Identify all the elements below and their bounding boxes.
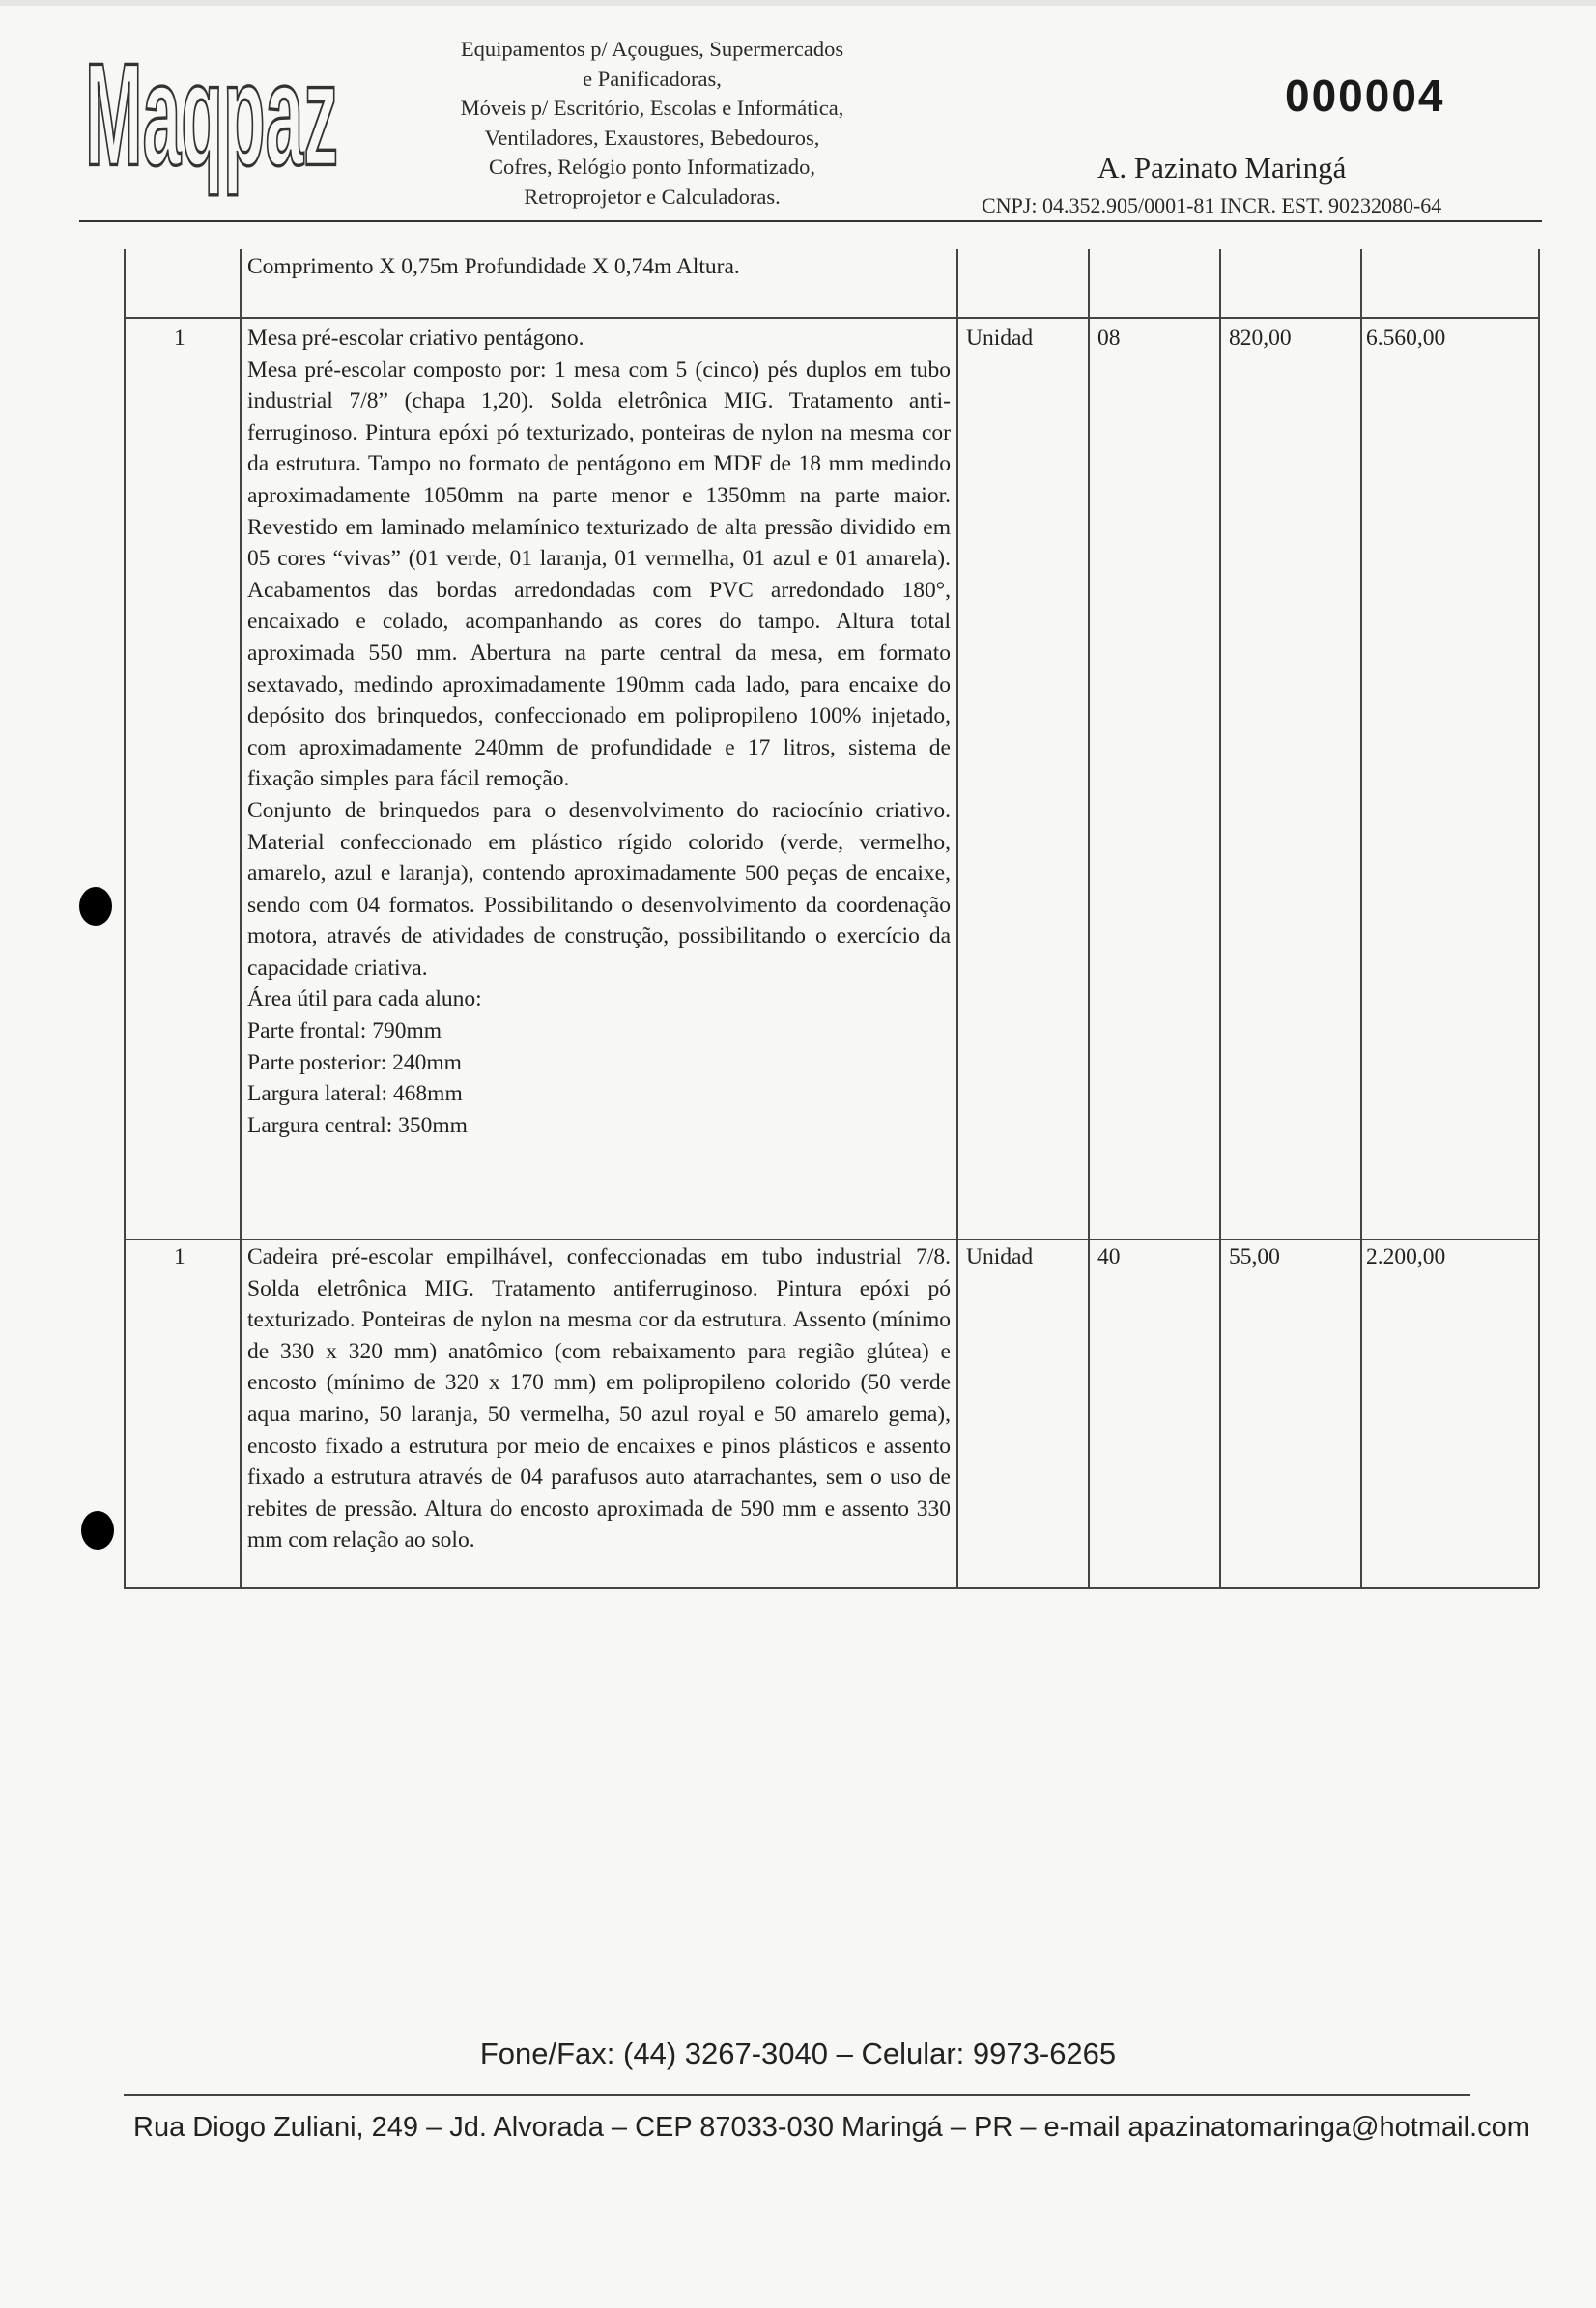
company-line: Equipamentos p/ Açougues, Supermercados	[460, 37, 844, 61]
row-qty: 1	[174, 326, 185, 351]
table-border-left	[124, 249, 126, 1588]
description-paragraph: Mesa pré-escolar criativo pentágono.	[247, 326, 584, 351]
description-paragraph: Área útil para cada aluno:	[247, 986, 482, 1012]
firm-registration: CNPJ: 04.352.905/0001-81 INCR. EST. 90232080-64	[982, 193, 1442, 217]
company-line: Retroprojetor e Calculadoras.	[524, 184, 781, 209]
table-border-bottom	[124, 1587, 1539, 1589]
row-amount: 40	[1097, 1244, 1121, 1269]
logo-text: Maqpaz	[85, 34, 338, 197]
column-divider	[1088, 249, 1090, 1588]
company-line: Cofres, Relógio ponto Informatizado,	[488, 155, 816, 179]
column-divider	[1360, 249, 1362, 1588]
header-divider	[79, 220, 1542, 222]
row-unit-price: 55,00	[1229, 1244, 1280, 1269]
row-unit: Unidad	[966, 1244, 1034, 1269]
column-divider	[240, 249, 242, 1588]
row-description	[247, 1241, 951, 1556]
footer-address: Rua Diogo Zuliani, 249 – Jd. Alvorada – CEP 87033-030 Maringá – PR – e-mail apazinatomaringa@hotmail.com	[133, 2112, 1530, 2143]
footer-phone: Fone/Fax: (44) 3267-3040 – Celular: 9973-6265	[479, 2037, 1117, 2070]
scan-edge	[0, 0, 1596, 6]
company-line: Móveis p/ Escritório, Escolas e Informática,	[460, 96, 844, 120]
column-divider	[1219, 249, 1221, 1588]
row-description	[247, 323, 951, 1141]
description-paragraph: Largura lateral: 468mm	[247, 1081, 463, 1107]
company-description	[425, 35, 879, 212]
document-number: 000004	[1285, 71, 1445, 121]
company-line: Ventiladores, Exaustores, Bebedouros,	[484, 125, 820, 150]
table-border-right	[1538, 249, 1540, 1588]
row-divider	[124, 317, 1539, 319]
description-paragraph: Largura central: 350mm	[247, 1112, 468, 1138]
punch-hole	[81, 1511, 114, 1550]
footer-divider	[124, 2094, 1470, 2096]
description-paragraph: Cadeira pré-escolar empilhável, confeccionadas em tubo industrial 7/8. Solda eletrônica MIG. Tratamento antiferruginoso. Pintura epóxi pó texturizado. Ponteiras de nylon na mesma cor da estrutura. Assento (mínimo de 330 x 320 mm) anatômico (com rebaixamento para região glútea) e encosto (mínimo de 320 x 170 mm) em polipropileno colorido (50 verde aqua marino, 50 laranja, 50 vermelha, 50 azul royal e 50 amarelo gema), encosto fixado a estrutura por meio de encaixes e pinos plásticos e assento fixado a estrutura através de 04 parafusos auto atarrachantes, sem o uso de rebites de pressão. Altura do encosto aproximada de 590 mm e assento 330 mm com relação ao solo.	[247, 1244, 951, 1553]
description-paragraph: Parte frontal: 790mm	[247, 1018, 442, 1044]
description-paragraph: Conjunto de brinquedos para o desenvolvimento do raciocínio criativo. Material confeccionado em plástico rígido colorido (verde, vermelho, amarelo, azul e laranja), contendo aproximadamente 500 peças de encaixe, sendo com 04 formatos. Possibilitando o desenvolvimento da coordenação motora, através de atividades de construção, possibilitando o exercício da capacidade criativa.	[247, 797, 951, 981]
maqpaz-logo	[85, 29, 344, 222]
row-unit: Unidad	[966, 326, 1034, 351]
row-unit-price: 820,00	[1229, 326, 1292, 351]
firm-name: A. Pazinato Maringá	[1097, 151, 1347, 185]
description-paragraph: Mesa pré-escolar composto por: 1 mesa com 5 (cinco) pés duplos em tubo industrial 7/8” (chapa 1,20). Solda eletrônica MIG. Tratamento anti-ferruginoso. Pintura epóxi pó texturizado, ponteiras de nylon na mesma cor da estrutura. Tampo no formato de pentágono em MDF de 18 mm medindo aproximadamente 1050mm na parte menor e 1350mm na parte maior. Revestido em laminado melamínico texturizado de alta pressão dividido em 05 cores “vivas” (01 verde, 01 laranja, 01 vermelha, 01 azul e 01 amarela). Acabamentos das bordas arredondadas com PVC arredondado 180°, encaixado e colado, acompanhando as cores do tampo. Altura total aproximada 550 mm. Abertura na parte central da mesa, em formato sextavado, medindo aproximadamente 190mm cada lado, para encaixe do depósito dos brinquedos, confeccionado em polipropileno 100% injetado, com aproximadamente 240mm de profundidade e 17 litros, sistema de fixação simples para fácil remoção.	[247, 356, 951, 792]
punch-hole	[79, 887, 112, 926]
row-total: 2.200,00	[1366, 1244, 1446, 1269]
carryover-text: Comprimento X 0,75m Profundidade X 0,74m Altura.	[247, 254, 740, 279]
row-total: 6.560,00	[1366, 326, 1446, 351]
description-paragraph: Parte posterior: 240mm	[247, 1049, 462, 1075]
column-divider	[956, 249, 958, 1588]
row-qty: 1	[174, 1244, 185, 1269]
row-amount: 08	[1097, 326, 1121, 351]
row-divider	[124, 1239, 1539, 1240]
company-line: e Panificadoras,	[583, 66, 722, 91]
